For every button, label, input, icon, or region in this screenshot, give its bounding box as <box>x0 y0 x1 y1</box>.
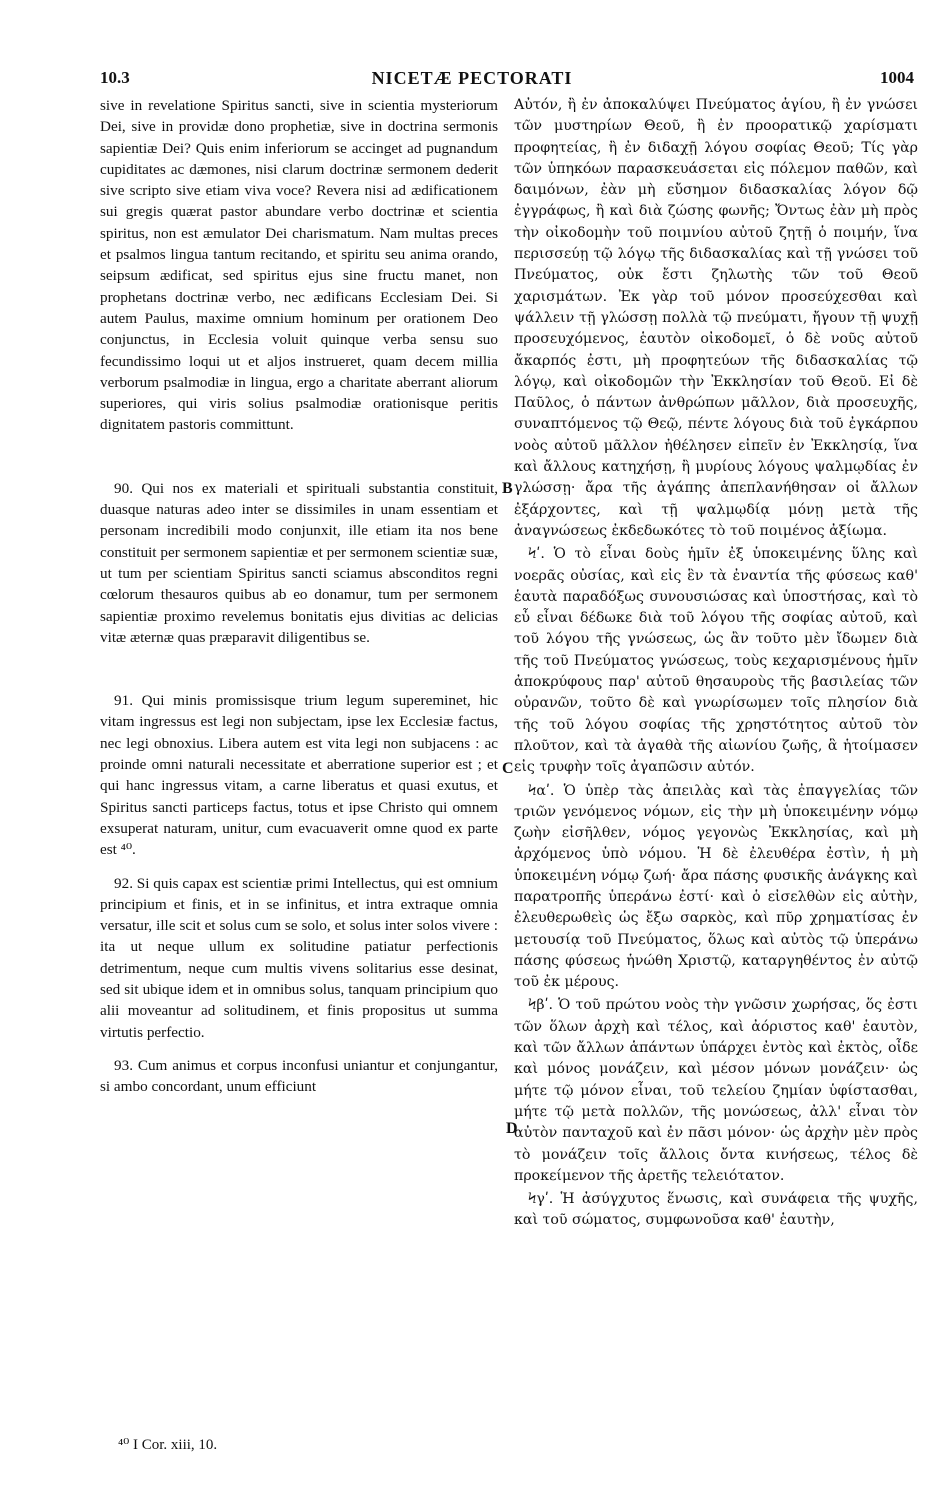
latin-paragraph-90: 90. Qui nos ex materiali et spirituali substantia constituit, duasque naturas adeo inter se dissimiles in unam essentiam et personam incredibili modo conjunxit, ille etiam ita nos bene constituit per sermonem sapientiæ et per sermonem scientiæ suæ, ut tum per scientiam Spiritus sancti sciamus absconditos regni cœlorum thesauros quibus ab eo donamur, tum per sermonem sapientiæ proximo revelemus bonitatis ejus divitias ac delicias vitæ æternæ quas præparavit diligentibus se. <box>100 479 498 646</box>
section-marker-c: C <box>502 760 514 777</box>
latin-paragraph-92: 92. Si quis capax est scientiæ primi Intellectus, qui est omnium principium et finis, et in se infinitus, et intra extraque omnia versatur, ille scit et solus cum se solo, et solus inter solos vivere : ita ut neque ullum ex solitudine patiatur perfectionis detrimentum, neque cum multis vivens solitarius esse desinat, sed sit ubique idem et in omnibus solus, tanquam principium quo alii moveantur ad solitudinem, et finis propositus ut summa virtutis perfectio. <box>100 874 498 1041</box>
greek-paragraph-92: Ϟβʹ. Ὁ τοῦ πρώτου νοὸς τὴν γνῶσιν χωρήσας, ὅς ἐστι τῶν ὅλων ἀρχὴ καὶ τέλος, καὶ ἀόριστος καθ' ἑαυτὸν, καὶ τῶν ἄλλων ἁπάντων ὑπάρχει ἐντὸς καὶ ἐκτὸς, οἶδε καὶ μόνος μονάζειν, καὶ μέσον μόνων μονάζειν· ὡς μήτε τῷ μόνον εἶναι, τοῦ τελείου ζημίαν ὑφίστασθαι, μήτε τῷ μετὰ πολλῶν, τῆς μονώσεως, ἀλλ' εἶναι τὸν αὐτὸν πανταχοῦ καὶ ἐν πᾶσι μόνον· ὡς ἀρχὴν μὲν πρὸς τὸ μονάζειν τοῖς ἄλλοις ὄντα κινήσεως, τέλος δὲ προκείμενον τῆς ἀρετῆς τελειότατον. <box>514 997 918 1184</box>
running-title: NICETÆ PECTORATI <box>371 68 573 88</box>
footnote: ⁴⁰ I Cor. xiii, 10. <box>118 1437 218 1453</box>
left-page-number: 10.3 <box>100 68 130 87</box>
greek-paragraph-91: Ϟαʹ. Ὁ ὑπὲρ τὰς ἀπειλὰς καὶ τὰς ἐπαγγελίας τῶν τριῶν γενόμενος νόμων, εἰς τὴν μὴ ὑποκειμένην νόμῳ ζωὴν εἰσῆλθεν, νόμος γεγονὼς Ἐκκλησίας, καὶ μὴ ἀρχόμενος ὑπὸ νόμου. Ἡ δὲ ἐλευθέρα ἐστὶν, ἡ μὴ ὑποκειμένη νόμῳ ζωή· ἄρα πάσης φυσικῆς ἀνάγκης καὶ παρατροπῆς ὑπεράνω ἐστί· καὶ ὁ εἰσελθὼν εἰς αὐτὴν, ἐλευθερωθεὶς ὡς ἔξω σαρκὸς, καὶ πῦρ χρηματίσας ἐν μετουσίᾳ τοῦ Πνεύματος, ὅλως καὶ αὐτὸς τῷ ὑπεράνω πάσης φύσεως ἡνώθη Χριστῷ, καταργηθέντος ἐν αὐτῷ τοῦ ἐκ μέρους. <box>514 782 918 991</box>
page-header <box>0 60 944 90</box>
latin-paragraph-91: 91. Qui minis promissisque trium legum supereminet, hic vitam ingressus est legi non subjectam, ipse lex Ecclesiæ factus, nec legi obnoxius. Libera autem est vita legi non subjacens : ac proinde omni naturali necessitate et aberratione superior est ; et qui hanc ingressus vitam, a carne liberatus et quasi exutus, et Spiritus sancti particeps factus, totus et ipse Christo qui omnem exsuperat naturam, unitur, cum evacuaverit omne quod ex parte est ⁴⁰. <box>100 692 498 859</box>
latin-column <box>100 95 498 1097</box>
right-page-number: 1004 <box>880 68 914 87</box>
latin-paragraph-89: sive in revelatione Spiritus sancti, sive in scientia mysteriorum Dei, sive in providæ dono prophetiæ, sive in doctrina sermonis sapientiæ Dei? Quis enim inferiorum se accinget ad pugnandum cupiditates ac dæmones, nisi clarum doctrinæ sermonem dederit sive scripto sive etiam viva voce? Revera nisi ad ædificationem sui gregis quærat pastor abundare verbo doctrinæ et scientia spiritus, non est æmulator Dei charismatum. Nam multas preces et psalmos lingua tantum recitando, et spiritu seu anima orando, seipsum ædificat, sed spiritus ejus sine fructu manet, non prophetans doctrinæ verbo, nec ædificans Ecclesiam Dei. Si autem Paulus, maxime omnium hominum per orationem Deo conjunctus, in Ecclesia voluit quinque verba sensu suo fecundissimo loqui ut et aljos instrueret, quam decem millia verborum psalmodiæ in lingua, ergo a charitate aberrant aliorum superiores, qui viris solius psalmodiæ orationisque peritis dignitatem pastoris committunt. <box>100 97 498 434</box>
greek-paragraph-90: Ϟʹ. Ὁ τὸ εἶναι δοὺς ἡμῖν ἐξ ὑποκειμένης ὕλης καὶ νοερᾶς οὐσίας, καὶ εἰς ἓν τὰ ἐναντία τῆς φύσεως καθ' ἑαυτὰ παραδόξως συνουσιώσας καὶ ὑποστήσας, καὶ τὸ εὖ εἶναι δέδωκε διὰ τοῦ λόγου τῆς σοφίας αὐτοῦ, καὶ τοῦ λόγου τῆς γνώσεως, ὡς ἂν τοῦτο μὲν ἴδωμεν διὰ τῆς τοῦ Πνεύματος γνώσεως, τοὺς κεχαρισμένους ἡμῖν ἀποκρύφους παρ' αὐτοῦ θησαυροὺς τῆς βασιλείας τῶν οὐρανῶν, τοῦτο δὲ καὶ γνωρίσωμεν τοῖς πλησίον διὰ τῆς τοῦ λόγου σοφίας τῆς χρηστότητος αὐτοῦ τὸν πλοῦτον, καὶ τὰ ἀγαθὰ τῆς αἰωνίου ζωῆς, ἃ ἡτοίμασεν εἰς τρυφὴν τοῖς ἀγαπῶσιν αὐτόν. <box>514 546 918 776</box>
greek-paragraph-89: Αὐτόν, ἢ ἐν ἀποκαλύψει Πνεύματος ἁγίου, ἢ ἐν γνώσει τῶν μυστηρίων Θεοῦ, ἢ ἐν προορατικῷ χαρίσματι προφητείας, ἢ ἐν διδαχῇ λόγου σοφίας Θεοῦ; Τίς γὰρ τῶν ὑπηκόων παρασκευάσεται εἰς πόλεμον παθῶν, καὶ δαιμόνων, ἐὰν μὴ εὔσημον διδασκαλίας λόγον δῷ ἐγγράφως, ἢ καὶ διὰ ζώσης φωνῆς; Ὄντως ἐὰν μὴ πρὸς τὴν οἰκοδομὴν τοῦ ποιμνίου αὐτοῦ ζητῇ ὁ ποιμήν, ἵνα περισσεύῃ τῷ λόγῳ τῆς διδασκαλίας καὶ τῇ γνώσει τοῦ Πνεύματος, οὐκ ἔστι ζηλωτὴς τῶν τοῦ Θεοῦ χαρισμάτων. Ἐκ γὰρ τοῦ μόνον προσεύχεσθαι καὶ ψάλλειν τῇ γλώσσῃ πολλὰ τῷ πνεύματι, ἤγουν τῇ ψυχῇ προσευχόμενος, ἑαυτὸν οἰκοδομεῖ, ὁ δὲ νοῦς αὐτοῦ ἄκαρπός ἐστι, μὴ προφητεύων τῆς διδασκαλίας τῷ λόγῳ, καὶ οἰκοδομῶν τὴν Ἐκκλησίαν τοῦ Θεοῦ. Εἰ δὲ Παῦλος, ὁ πάντων ἀνθρώπων μᾶλλον, διὰ προσευχῆς, συναπτόμενος τῷ Θεῷ, πέντε λόγους διὰ τοῦ ἐγκάρπου νοὸς αὐτοῦ μᾶλλον ἠθέλησεν εἰπεῖν ἐν Ἐκκλησίᾳ, ἵνα καὶ ἄλλους κατηχήσῃ, ἢ μυρίους λόγους ψαλμῳδίας ἐν γλώσσῃ· ἄρα τῆς ἀγάπης ἀπεπλανήθησαν οἱ ἄλλων ἐξάρχοντες, καὶ τῇ ψαλμῳδίᾳ μόνῃ μετὰ τῆς ἀναγνώσεως ἐκδεδωκότες τὸ τοῦ ποιμένος ἀξίωμα. <box>514 97 918 539</box>
section-marker-d: D <box>506 1120 518 1137</box>
greek-paragraph-93: Ϟγʹ. Ἡ ἀσύγχυτος ἕνωσις, καὶ συνάφεια τῆς ψυχῆς, καὶ τοῦ σώματος, συμφωνοῦσα καθ' ἑαυτὴν, <box>514 1191 918 1229</box>
latin-paragraph-93: 93. Cum animus et corpus inconfusi uniantur et conjungantur, si ambo concordant, unum efficiunt <box>100 1056 498 1096</box>
greek-column <box>514 95 918 1232</box>
section-marker-b: B <box>502 480 513 497</box>
